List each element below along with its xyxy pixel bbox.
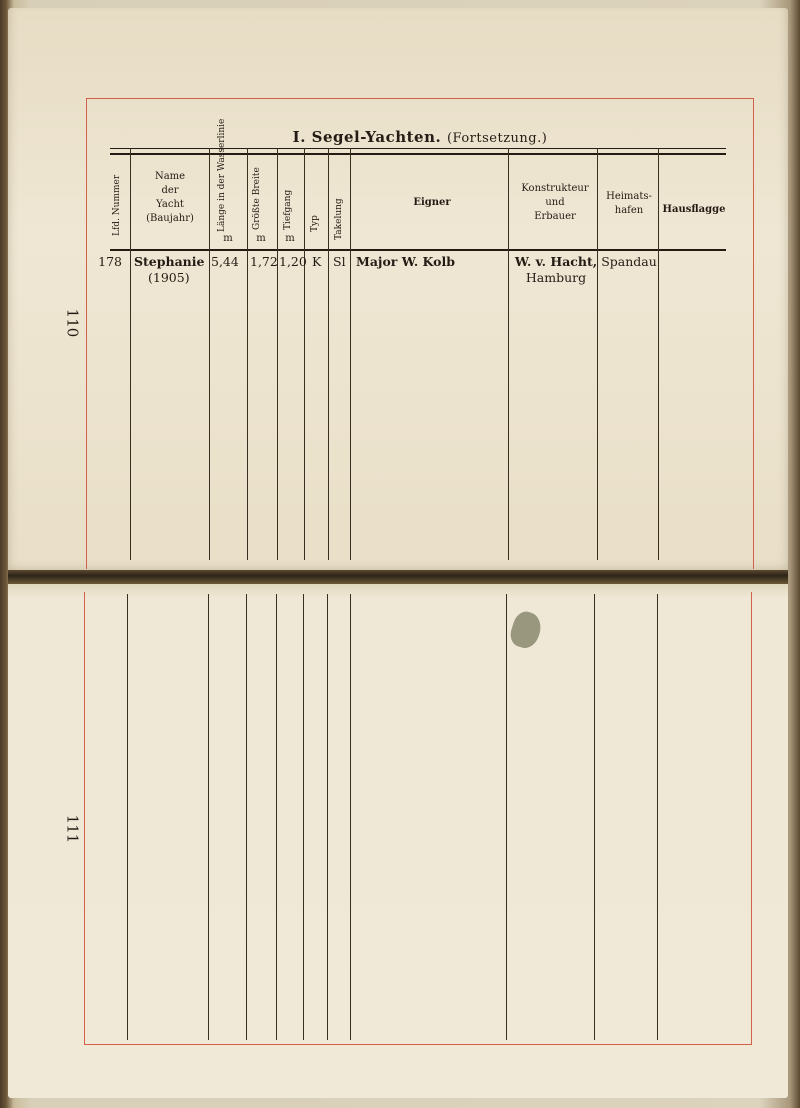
header-top-rule <box>110 148 726 149</box>
column-rule <box>304 148 305 560</box>
yacht-name: Stephanie <box>134 254 205 269</box>
column-rule <box>508 148 509 560</box>
draft-value: 1,20 <box>279 254 307 269</box>
header-eigner: Eigner <box>413 197 451 208</box>
header-takelung: Takelung <box>334 198 344 240</box>
header-heimatshafen-line: Heimats- <box>606 191 652 202</box>
header-name-line: Yacht <box>156 199 184 210</box>
yacht-year: (1905) <box>148 270 190 285</box>
header-name-line: der <box>161 185 179 196</box>
header-name-line: (Baujahr) <box>146 213 194 224</box>
header-lfd-nummer: Lfd. Nummer <box>112 174 122 236</box>
header-heimatshafen <box>598 190 660 218</box>
page-111-border <box>84 592 752 1045</box>
row-number: 178 <box>98 254 122 269</box>
builder-cell <box>512 254 600 286</box>
column-rule <box>247 148 248 560</box>
header-breite: Größte Breite <box>252 167 262 230</box>
builder-line: W. v. Hacht, <box>514 254 598 269</box>
book-gutter <box>8 570 788 584</box>
column-rule <box>208 594 209 1040</box>
column-rule <box>303 594 304 1040</box>
header-tiefgang: Tiefgang <box>283 189 293 230</box>
header-bottom-rule <box>110 249 726 251</box>
column-rule <box>328 148 329 560</box>
length-value: 5,44 <box>211 254 239 269</box>
page-110-border <box>86 98 754 569</box>
column-rule <box>350 594 351 1040</box>
yacht-name-cell <box>134 254 204 286</box>
title-main: I. Segel-Yachten. <box>292 128 442 146</box>
column-rule <box>657 594 658 1040</box>
header-name <box>130 170 210 226</box>
column-rule <box>246 594 247 1040</box>
column-rule <box>658 148 659 560</box>
home-port-cell <box>599 254 659 270</box>
column-rule <box>594 594 595 1040</box>
header-konstrukteur-line: Erbauer <box>534 211 576 222</box>
builder-line: Hamburg <box>525 270 587 285</box>
column-rule <box>350 148 351 560</box>
header-konstrukteur-line: und <box>545 197 565 208</box>
header-laenge-unit: m <box>223 233 233 244</box>
column-rule <box>506 594 507 1040</box>
owner-cell <box>356 254 455 270</box>
header-laenge: Länge in der Wasserlinie <box>217 118 227 232</box>
header-hausflagge: Hausflagge <box>662 204 726 215</box>
header-konstrukteur-line: Konstrukteur <box>521 183 589 194</box>
type-value: K <box>312 254 322 269</box>
page-number-110: 110 <box>63 308 82 338</box>
header-breite-unit: m <box>256 233 266 244</box>
column-rule <box>276 594 277 1040</box>
header-heimatshafen-line: hafen <box>614 205 644 216</box>
home-port-line: Spandau <box>601 254 657 269</box>
column-rule <box>209 148 210 560</box>
column-rule <box>597 148 598 560</box>
beam-value: 1,72 <box>250 254 278 269</box>
header-typ: Typ <box>310 215 320 232</box>
header-konstrukteur <box>512 182 598 224</box>
header-top-rule-double <box>110 153 726 155</box>
header-name-line: Name <box>154 171 186 182</box>
page-number-111: 111 <box>63 814 82 844</box>
title-continuation: (Fortsetzung.) <box>446 131 548 146</box>
column-rule <box>127 594 128 1040</box>
table-title <box>110 128 730 146</box>
column-rule <box>277 148 278 560</box>
owner-line: Major W. Kolb <box>356 254 455 269</box>
rigging-value: Sl <box>333 254 346 269</box>
header-tiefgang-unit: m <box>285 233 295 244</box>
column-rule <box>327 594 328 1040</box>
column-rule <box>130 148 131 560</box>
